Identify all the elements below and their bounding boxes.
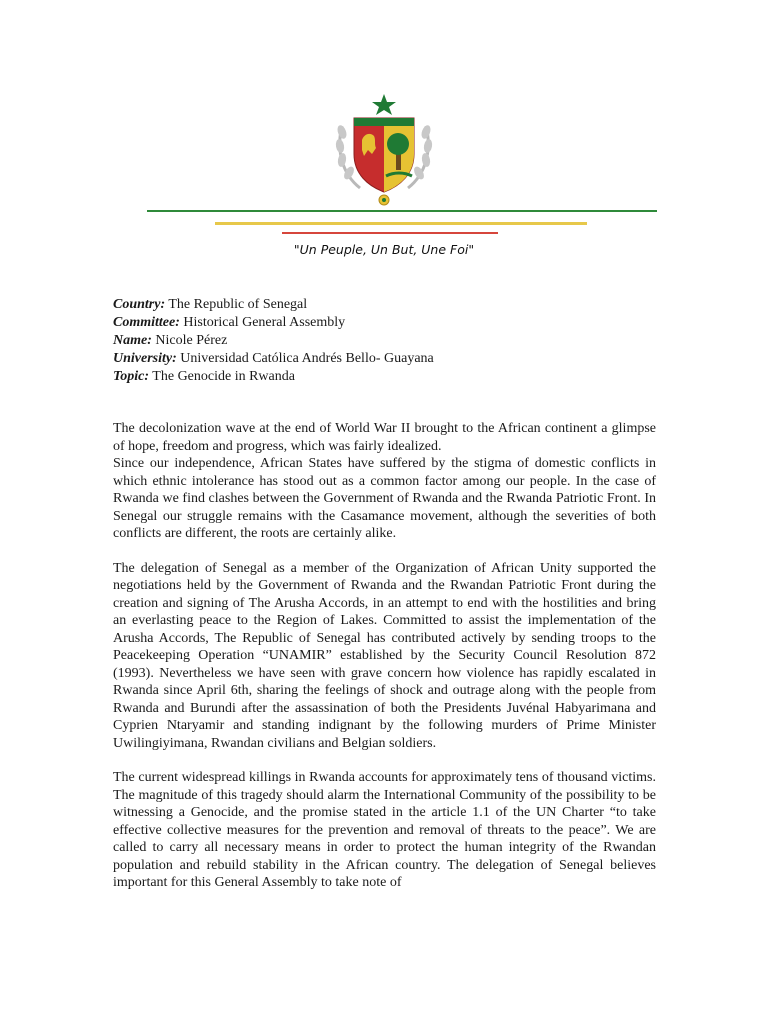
yellow-rule: [215, 222, 587, 225]
meta-committee: [113, 314, 434, 332]
meta-name: [113, 332, 434, 350]
meta-value: Universidad Católica Andrés Bello- Guayana: [180, 351, 434, 366]
meta-country: [113, 296, 434, 314]
meta-value: The Republic of Senegal: [168, 297, 308, 312]
meta-label: University:: [113, 351, 177, 366]
paragraph: The decolonization wave at the end of World War II brought to the African continent a glimpse of hope, freedom and progress, which was fairly idealized.: [113, 421, 656, 454]
document-body: [113, 420, 656, 892]
meta-label: Name:: [113, 333, 152, 348]
meta-label: Country:: [113, 297, 166, 312]
red-rule: [282, 232, 498, 234]
motto: "Un Peuple, Un But, Une Foi": [293, 242, 475, 257]
meta-university: [113, 350, 434, 368]
meta-label: Committee:: [113, 315, 180, 330]
meta-value: Historical General Assembly: [183, 315, 346, 330]
meta-topic: [113, 368, 434, 386]
meta-value: Nicole Pérez: [155, 333, 228, 348]
meta-block: [113, 296, 434, 386]
coat-of-arms-icon: [330, 92, 438, 210]
paragraph: The current widespread killings in Rwanda accounts for approximately tens of thousand victims. The magnitude of this tragedy should alarm the International Community of the possibility to be witnessing a Genocide, and the promise stated in the article 1.1 of the UN Charter “to take effective collective measures for the prevention and removal of threats to the peace”. We are called to carry all necessary means in order to protect the human integrity of the Rwandan population and rebuild stability in the African country. The delegation of Senegal believes important for this General Assembly to take note of: [113, 770, 656, 890]
paragraph: Since our independence, African States have suffered by the stigma of domestic conflicts in which ethnic intolerance has stood out as a common factor among our people. In the case of Rwanda we find clashes between the Government of Rwanda and the Rwanda Patriotic Front. In Senegal our struggle remains with the Casamance movement, although the severities of both conflicts are different, the roots are certainly alike.: [113, 456, 656, 541]
paragraph: The delegation of Senegal as a member of the Organization of African Unity supported the negotiations held by the Government of Rwanda and the Rwandan Patriotic Front during the creation and signing of The Arusha Accords, in an attempt to end with the hostilities and bring an everlasting peace to the Region of Lakes. Committed to assist the implementation of the Arusha Accords, The Republic of Senegal has contributed actively by sending troops to the Peacekeeping Operation “UNAMIR” established by the Security Council Resolution 872 (1993). Nevertheless we have seen with grave concern how violence has rapidly escalated in Rwanda since April 6th, sharing the feelings of shock and outrage along with the people from Rwanda and Burundi after the assassination of both the Presidents Juvénal Habyarimana and Cyprien Ntaryamir and standing indignant by the following murders of Prime Minister Uwilingiyimana, Rwandan civilians and Belgian soldiers.: [113, 560, 656, 751]
green-rule: [147, 210, 657, 212]
meta-value: The Genocide in Rwanda: [152, 369, 295, 384]
meta-label: Topic:: [113, 369, 150, 384]
